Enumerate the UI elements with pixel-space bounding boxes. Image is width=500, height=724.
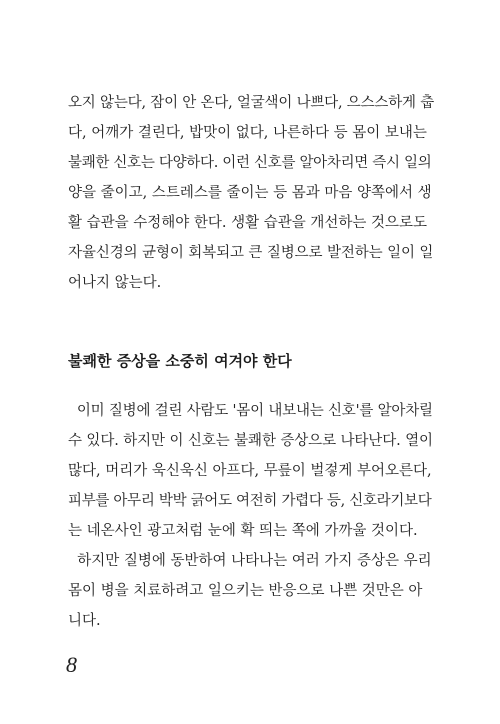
- text-line: 많다, 머리가 욱신욱신 아프다, 무릎이 벌겋게 부어오른다,: [68, 463, 432, 479]
- text-line: 자율신경의 균형이 회복되고 큰 질병으로 발전하는 일이 일: [68, 245, 434, 261]
- section-heading: 불쾌한 증상을 소중히 여겨야 한다: [68, 352, 292, 370]
- text-line: 수 있다. 하지만 이 신호는 불쾌한 증상으로 나타난다. 열이: [68, 433, 433, 449]
- text-line: 활 습관을 수정해야 한다. 생활 습관을 개선하는 것으로도: [68, 215, 428, 231]
- text-line: 양을 줄이고, 스트레스를 줄이는 등 몸과 마음 양쪽에서 생: [68, 185, 432, 201]
- text-line: 피부를 아무리 박박 긁어도 여전히 가렵다 등, 신호라기보다: [68, 493, 432, 509]
- text-line: 는 네온사인 광고처럼 눈에 확 띄는 쪽에 가까울 것이다.: [68, 523, 418, 539]
- intro-paragraph: [68, 88, 434, 298]
- section-paragraph-1: [68, 396, 434, 546]
- text-line: 하지만 질병에 동반하여 나타나는 여러 가지 증상은 우리: [68, 553, 432, 569]
- text-line: 니다.: [68, 613, 101, 629]
- text-line: 불쾌한 신호는 다양하다. 이런 신호를 알아차리면 즉시 일의: [68, 155, 432, 171]
- page-number: 8: [66, 652, 77, 677]
- text-line: 이미 질병에 걸린 사람도 '몸이 내보내는 신호'를 알아차릴: [68, 403, 433, 419]
- text-line: 오지 않는다, 잠이 안 온다, 얼굴색이 나쁘다, 으스스하게 춥: [68, 95, 435, 111]
- text-line: 몸이 병을 치료하려고 일으키는 반응으로 나쁜 것만은 아: [68, 583, 423, 599]
- text-line: 어나지 않는다.: [68, 275, 162, 291]
- text-line: 다, 어깨가 결린다, 밥맛이 없다, 나른하다 등 몸이 보내는: [68, 125, 427, 141]
- section-paragraph-2: [68, 546, 434, 636]
